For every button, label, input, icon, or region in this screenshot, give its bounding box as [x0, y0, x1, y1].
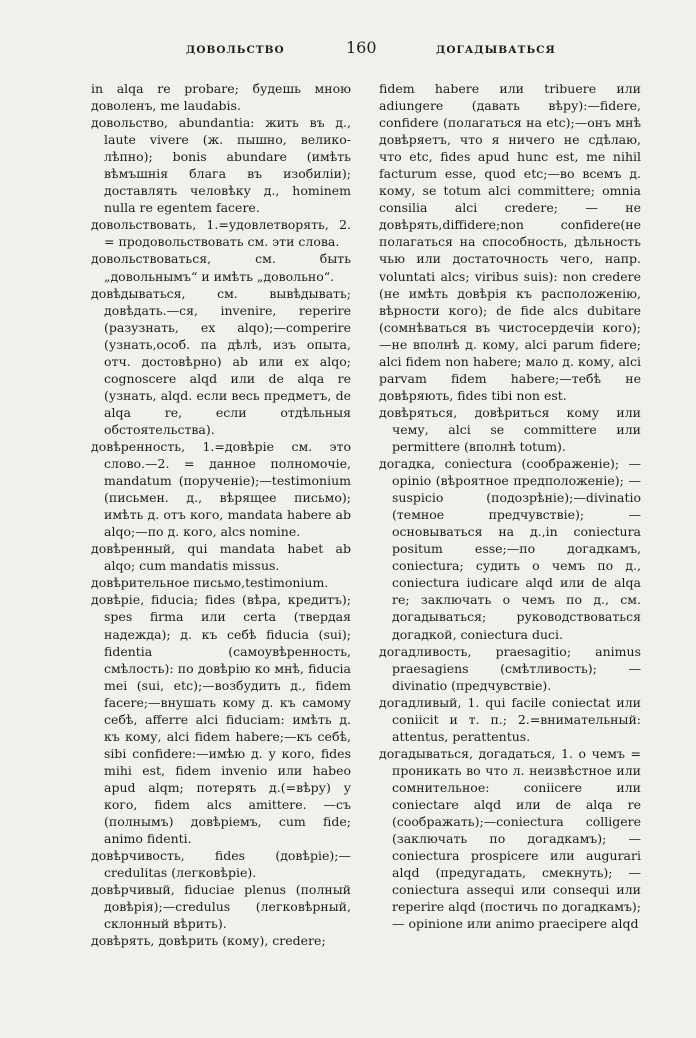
dictionary-entry: догадливость, praesagitio; animus praesagiens (смѣтливость); — divinatio (предчувствіе).	[379, 643, 641, 693]
dictionary-entry: довольство, abundantia: жить въ д., laute vivere (ж. пышно, велико-лѣпно); bonis abundare (имѣть вѣмъшнія блага въ изобиліи); доставлять человѣку д., hominem nulla re egentem facere.	[91, 115, 351, 216]
page-header	[0, 38, 696, 62]
dictionary-entry: довѣрительное письмо,testimonium.	[91, 575, 329, 591]
page-number: 160	[346, 38, 377, 57]
dictionary-entry: довѣрчивый, fiduciae plenus (полный довѣрія);—credulus (легковѣрный, склонный вѣрить).	[91, 882, 351, 932]
dictionary-entry: довольствоваться, см. быть „довольнымъ“ и имѣть „довольно“.	[91, 251, 351, 284]
dictionary-entry: довѣріе, fiducia; fides (вѣра, кредитъ); spes firma или certa (твердая надежда); д. къ себѣ fiducia (sui); fidentia (самоувѣренность, смѣлость): по довѣрію ко мнѣ, fiducia mei (sui, etc);—возбудить д., fidem facere;—внушать кому д. къ самому себѣ, afferre alci fiduciam: имѣть д. къ кому, alci fidem habere;—къ себѣ, sibi confidere:—имѣю д. у кого, fides mihi est, fidem invenio или habeo apud alqm; потерять д.(=вѣру) у кого, fidem alcs amittere. —съ (полнымъ) довѣріемъ, cum fide; animo fidenti.	[91, 592, 351, 847]
dictionary-entry: довѣренность, 1.=довѣріе см. это слово.—2. = данное полномочіе, mandatum (порученіе);—testimonium (письмен. д., вѣрящее письмо); имѣть д. отъ кого, mandata habere ab alqo;—по д. кого, alcs nomine.	[91, 438, 351, 540]
dictionary-entry: довѣдываться, см. вывѣдывать; довѣдать.—ся, invenire, reperire (разузнать, ex alqo);—comperire (узнать,особ. па дѣлѣ, изъ опыта, отч. достовѣрно) ab или ex alqo; cognoscere alqd или de alqa re (узнать, alqd. если весь предметъ, de alqa re, если отдѣльныя обстоятельства).	[91, 285, 351, 437]
right-column	[379, 80, 641, 932]
running-head-right: ДОГАДЫВАТЬСЯ	[436, 44, 556, 56]
running-head-left: ДОВОЛЬСТВО	[186, 44, 285, 56]
dictionary-entry-continuation: fidem habere или tribuere или adiungere (давать вѣру):—fidere, confidere (полагаться на etc);—онъ мнѣ довѣряетъ, что я ничего не сдѣлаю, что etc, fides apud hunc est, me nihil facturum esse, quod etc;—во всемъ д. кому, se totum alci committere; omnia consilia alci credere; — не довѣрять,diffidere;non confidere(не полагаться на способность, дѣльность чью или достаточность чего, напр. voluntati alcs; viribus suis): non credere (не имѣть довѣрія къ расположенію, вѣрности кого); de fide alcs dubitare (сомнѣваться въ чистосердечіи кого);—не вполнѣ д. кому, alci parum fidere; alci fidem non habere; мало д. кому, alci parvam fidem habere;—тебѣ не довѣряють, fides tibi non est.	[379, 81, 641, 403]
dictionary-entry: догадка, coniectura (соображеніе); —opinio (вѣроятное предположеніе); — suspicio (подозрѣніе);—divinatio (темное предчувствіе); —основываться на д.,in coniectura positum esse;—по догадкамъ, coniectura; судить о чемъ по д., coniectura iudicare alqd или de alqa re; заключать о чемъ по д., см. догадываться; руководствоваться догадкой, coniectura duci.	[379, 456, 641, 642]
left-column	[91, 80, 351, 949]
dictionary-entry-continuation: in alqa re probare; будешь мною доволенъ, me laudabis.	[91, 81, 351, 114]
dictionary-entry: довѣрять, довѣрить (кому), credere;	[91, 933, 326, 949]
dictionary-entry: довѣряться, довѣриться кому или чему, alci se committere или permittere (вполнѣ totum).	[379, 404, 641, 454]
dictionary-entry: довѣрчивость, fides (довѣріе);—credulitas (легковѣріе).	[91, 848, 351, 881]
dictionary-entry: довольствовать, 1.=удовлетворять, 2. = продовольствовать см. эти слова.	[91, 217, 351, 250]
dictionary-entry: догадываться, догадаться, 1. о чемъ = проникать во что л. неизвѣстное или сомнительное: coniicere или coniectare alqd или de alqa re (соображать);—coniectura colligere (заключать по догадкамъ); — coniectura prospicere или augurari alqd (предугадать, смекнуть); — coniectura assequi или consequi или reperire alqd (постичь по догадкамъ); — opinione или animo praecipere alqd	[379, 745, 641, 932]
dictionary-entry: довѣренный, qui mandata habet ab alqo; cum mandatis missus.	[91, 541, 351, 574]
dictionary-entry: догадливый, 1. qui facile coniectat или coniicit и т. п.; 2.=внимательный: attentus, perattentus.	[379, 694, 641, 744]
